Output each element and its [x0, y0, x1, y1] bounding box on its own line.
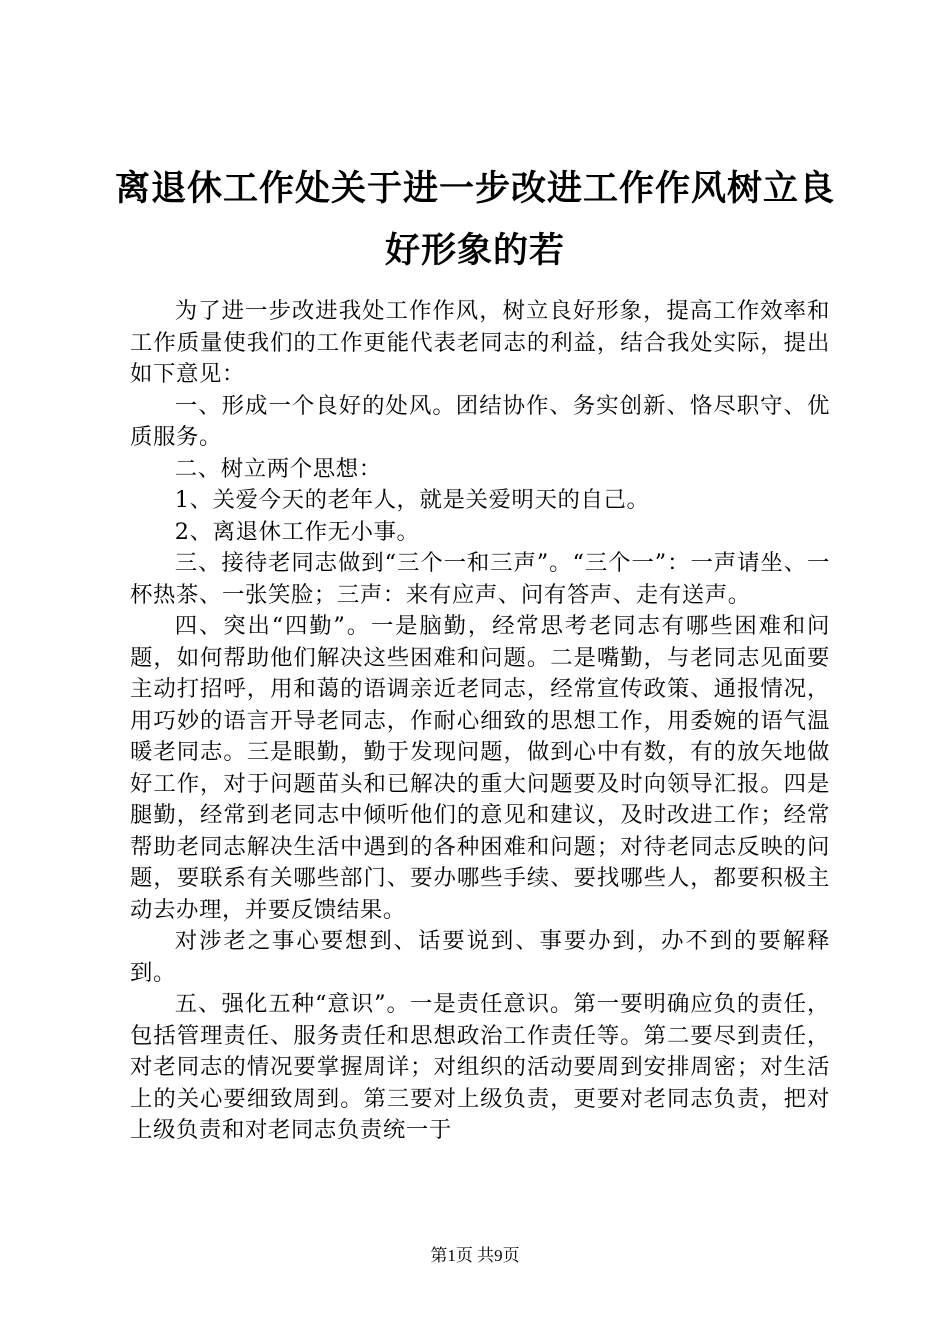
paragraph: 五、强化五种“意识”。一是责任意识。第一要明确应负的责任，包括管理责任、服务责任和思想政治工作责任等。第二要尽到责任，对老同志的情况要掌握周详；对组织的活动要周到安排周密；对生活上的关心要细致周到。第三要对上级负责，更要对老同志负责，把对上级负责和对老同志负责统一于: [130, 991, 830, 1143]
paragraph: 二、树立两个思想：: [174, 455, 382, 482]
paragraph: 对涉老之事心要想到、话要说到、事要办到，办不到的要解释到。: [130, 928, 830, 986]
paragraph: 一、形成一个良好的处风。团结协作、务实创新、恪尽职守、优质服务。: [130, 392, 830, 450]
document-title: 离退休工作处关于进一步改进工作作风树立良好形象的若: [114, 168, 835, 271]
paragraph: 为了进一步改进我处工作作风，树立良好形象，提高工作效率和工作质量使我们的工作更能代表老同志的利益，结合我处实际，提出如下意见：: [130, 298, 830, 387]
paragraph: 四、突出“四勤”。一是脑勤，经常思考老同志有哪些困难和问题，如何帮助他们解决这些困难和问题。二是嘴勤，与老同志见面要主动打招呼，用和蔼的语调亲近老同志，经常宣传政策、通报情况，用巧妙的语言开导老同志，作耐心细致的思想工作，用委婉的语气温暖老同志。三是眼勤，勤于发现问题，做到心中有数，有的放矢地做好工作，对于问题苗头和已解决的重大问题要及时向领导汇报。四是腿勤，经常到老同志中倾听他们的意见和建议，及时改进工作；经常帮助老同志解决生活中遇到的各种困难和问题；对待老同志反映的问题，要联系有关哪些部门、要办哪些手续、要找哪些人，都要积极主动去办理，并要反馈结果。: [130, 613, 830, 923]
paragraph: 2、离退休工作无小事。: [174, 518, 420, 545]
paragraph: 1、关爱今天的老年人，就是关爱明天的自己。: [174, 487, 650, 513]
document-body: [130, 296, 830, 1147]
paragraph: 三、接待老同志做到“三个一和三声”。“三个一”：一声请坐、一杯热茶、一张笑脸；三声：来有应声、问有答声、走有送声。: [130, 550, 830, 608]
page-footer: 第1页 共9页: [430, 1246, 520, 1265]
